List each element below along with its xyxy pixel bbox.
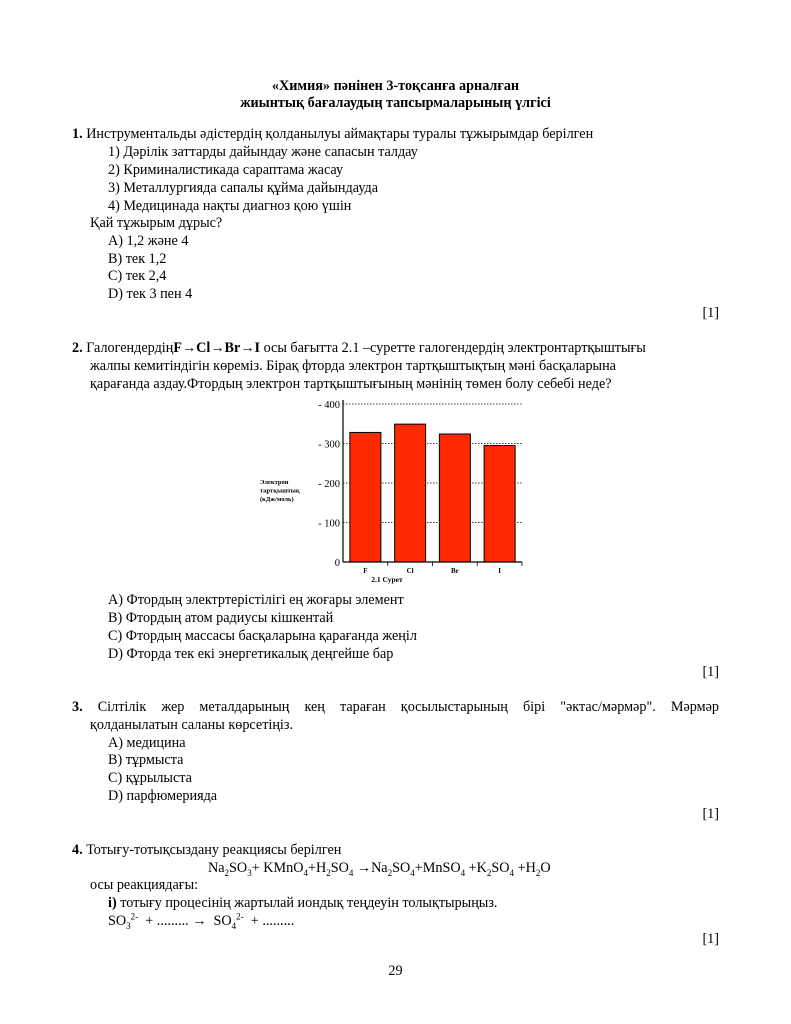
q2-option-d: D) Фторда тек екі энергетикалық деңгейше бар [108, 646, 394, 662]
title-line-1: «Химия» пәнінен 3-тоқсанға арналған [271, 78, 520, 94]
x-tick-label: F [363, 567, 368, 575]
y-axis-label: тартқыштық [260, 487, 300, 495]
title-line-2: жиынтық бағалаудың тапсырмаларының үлгісі [240, 95, 551, 111]
q3-number: 3. [72, 699, 83, 715]
q4-part-label: і) [108, 895, 117, 911]
q1-option-a: A) 1,2 және 4 [108, 233, 189, 249]
q2-option-b: B) Фтордың атом радиусы кішкентай [108, 610, 334, 626]
q1-stem: Инструментальды әдістердің қолданылуы аймақтары туралы тұжырымдар берілген [86, 126, 594, 142]
q1-option-d: D) тек 3 пен 4 [108, 286, 193, 302]
q2-option-c: C) Фтордың массасы басқаларына қарағанда жеңіл [108, 628, 417, 644]
q4-stem-line [72, 842, 341, 859]
q2-text-a: Галогендердің [86, 340, 174, 356]
x-tick-label: Br [450, 567, 459, 575]
page-number: 29 [388, 963, 403, 979]
q4-stem: Тотығу-тотықсыздану реакциясы берілген [86, 842, 342, 858]
bar-F [350, 432, 381, 562]
q2-mark: [1] [702, 664, 719, 680]
q3-line-2: қолданылатын саланы көрсетіңіз. [90, 717, 294, 733]
q3-option-a: A) медицина [108, 735, 186, 751]
y-tick-label: - 300 [318, 439, 340, 451]
q1-stem-line [72, 126, 593, 143]
q3-option-d: D) парфюмерияда [108, 788, 218, 804]
q1-number: 1. [72, 126, 83, 142]
q3-option-c: C) құрылыста [108, 770, 192, 786]
q2-sequence: F→Cl→Br→I [173, 340, 261, 356]
q2-text-b: осы бағытта 2.1 –суретте галогендердің электронтартқыштығы [260, 340, 646, 356]
q1-statement-4: 4) Медицинада нақты диагноз қою үшін [108, 198, 352, 214]
chart-caption: 2.1 Сурет [371, 575, 403, 584]
bar-I [484, 445, 515, 562]
y-axis-label: Электрон [260, 479, 289, 486]
q4-number: 4. [72, 842, 83, 858]
q4-intro: осы реакциядағы: [90, 877, 199, 893]
q2-line-1 [72, 340, 646, 357]
y-axis-label: (кДж/моль) [260, 496, 294, 503]
q1-statement-1: 1) Дәрілік заттарды дайындау және сапасын талдау [108, 144, 418, 160]
q2-line-2: жалпы кемитіндігін көреміз. Бірақ фторда электрон тартқыштықтың мәні басқаларына [90, 358, 616, 374]
bar-Cl [395, 424, 426, 562]
q4-part-i [108, 895, 497, 912]
q4-reaction-equation: $Na_2SO_3+$ $KMnO_4+H_2SO_4$ $\to Na_2SO_4+MnSO_4 +K_2SO_4 +H_2O$ [208, 860, 551, 878]
x-tick-label: I [498, 567, 501, 575]
q3-mark: [1] [702, 806, 719, 822]
q1-option-c: C) тек 2,4 [108, 268, 167, 284]
q1-option-b: B) тек 1,2 [108, 251, 167, 267]
q1-mark: [1] [702, 305, 719, 321]
y-tick-label: - 200 [318, 479, 340, 490]
q3-option-b: B) тұрмыста [108, 752, 184, 768]
q2-option-a: A) Фтордың электртерістілігі ең жоғары элемент [108, 592, 404, 608]
y-tick-label: 0 [334, 558, 340, 569]
x-tick-label: Cl [406, 567, 414, 575]
y-tick-label: - 100 [318, 518, 340, 530]
q1-statement-3: 3) Металлургияда сапалы құйма дайындауда [108, 180, 379, 196]
q4-half-equation: $SO_3^{2-}$ + ......... → $SO_4^{2-}$ + ......... [108, 911, 295, 931]
q1-statement-2: 2) Криминалистикада сараптама жасау [108, 162, 344, 178]
bar-Br [439, 434, 470, 562]
q3-text-1: Сілтілік жер металдарының кең тараған қосылыстарының бірі "әктас/мәрмәр". Мәрмәр [97, 699, 720, 715]
q4-part-text: тотығу процесінің жартылай иондық теңдеуін толықтырыңыз. [116, 895, 498, 911]
q4-mark: [1] [702, 931, 719, 947]
y-tick-label: - 400 [318, 400, 340, 411]
q2-number: 2. [72, 340, 83, 356]
q3-line-1 [72, 699, 719, 716]
electron-affinity-chart [256, 396, 532, 586]
q1-question: Қай тұжырым дұрыс? [90, 215, 223, 231]
q2-line-3: қарағанда аздау.Фтордың электрон тартқыштығының мәнінің төмен болу себебі неде? [90, 376, 612, 392]
